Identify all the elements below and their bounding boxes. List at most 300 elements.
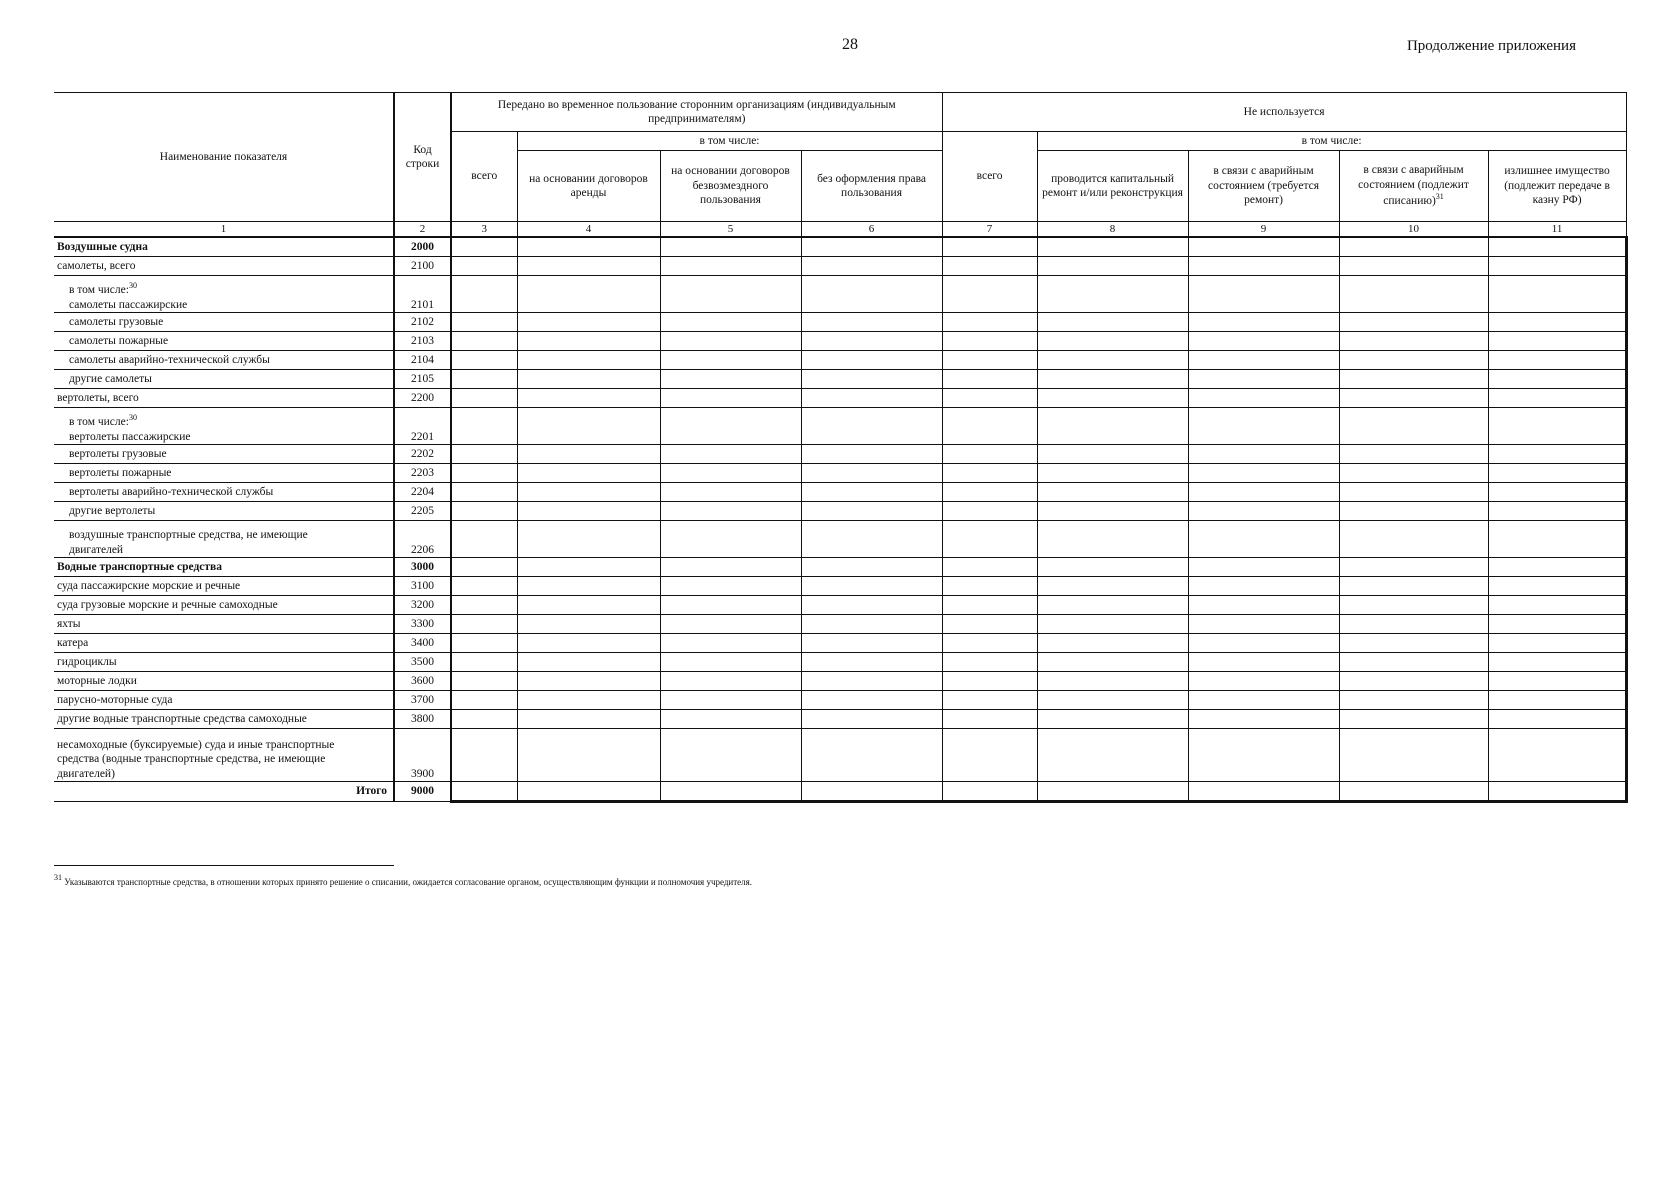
- data-cell[interactable]: [942, 710, 1037, 729]
- data-cell[interactable]: [517, 691, 660, 710]
- data-cell[interactable]: [517, 332, 660, 351]
- data-cell[interactable]: [801, 332, 942, 351]
- header-col4: на основании договоров аренды: [517, 151, 660, 222]
- data-cell[interactable]: [451, 521, 517, 558]
- data-cell[interactable]: [1188, 634, 1339, 653]
- data-cell[interactable]: [517, 710, 660, 729]
- data-cell[interactable]: [942, 558, 1037, 577]
- data-cell[interactable]: [1188, 351, 1339, 370]
- data-cell[interactable]: [451, 502, 517, 521]
- data-cell[interactable]: [660, 351, 801, 370]
- data-cell[interactable]: [801, 672, 942, 691]
- data-cell[interactable]: [660, 615, 801, 634]
- row-name: другие водные транспортные средства самоходные: [54, 710, 394, 729]
- table-row: [54, 257, 1626, 276]
- col-number: 11: [1488, 222, 1626, 238]
- data-cell[interactable]: [517, 445, 660, 464]
- data-cell[interactable]: [517, 502, 660, 521]
- data-cell[interactable]: [1037, 596, 1188, 615]
- data-cell[interactable]: [660, 577, 801, 596]
- data-cell[interactable]: [801, 615, 942, 634]
- data-cell[interactable]: [517, 313, 660, 332]
- data-cell[interactable]: [660, 502, 801, 521]
- header-col8: проводится капитальный ремонт и/или реконструкция: [1037, 151, 1188, 222]
- data-cell[interactable]: [801, 710, 942, 729]
- data-cell[interactable]: [517, 257, 660, 276]
- row-code: 2202: [394, 445, 451, 464]
- data-cell[interactable]: [1488, 672, 1626, 691]
- data-cell[interactable]: [1188, 464, 1339, 483]
- data-cell[interactable]: [942, 370, 1037, 389]
- data-cell[interactable]: [517, 672, 660, 691]
- data-cell[interactable]: [1488, 577, 1626, 596]
- data-cell[interactable]: [1037, 577, 1188, 596]
- table-row: [54, 351, 1626, 370]
- row-code: 2101: [394, 276, 451, 313]
- data-cell[interactable]: [801, 558, 942, 577]
- data-cell[interactable]: [660, 257, 801, 276]
- data-cell[interactable]: [660, 445, 801, 464]
- data-cell[interactable]: [942, 389, 1037, 408]
- table-row: [54, 672, 1626, 691]
- row-name: катера: [54, 634, 394, 653]
- row-name: самолеты пожарные: [54, 332, 394, 351]
- data-cell[interactable]: [451, 483, 517, 502]
- data-cell[interactable]: [517, 483, 660, 502]
- data-cell[interactable]: [1188, 257, 1339, 276]
- data-cell[interactable]: [660, 389, 801, 408]
- data-cell[interactable]: [1488, 445, 1626, 464]
- data-cell[interactable]: [801, 691, 942, 710]
- data-cell[interactable]: [1339, 445, 1488, 464]
- data-cell[interactable]: [1488, 276, 1626, 313]
- row-code: 3600: [394, 672, 451, 691]
- data-cell[interactable]: [1188, 313, 1339, 332]
- data-cell[interactable]: [942, 483, 1037, 502]
- data-cell[interactable]: [942, 782, 1037, 802]
- data-cell[interactable]: [1037, 691, 1188, 710]
- data-cell[interactable]: [1188, 710, 1339, 729]
- col-number: 8: [1037, 222, 1188, 238]
- row-name: [54, 276, 394, 313]
- data-cell[interactable]: [517, 577, 660, 596]
- data-cell[interactable]: [451, 464, 517, 483]
- data-cell[interactable]: [517, 782, 660, 802]
- data-cell[interactable]: [942, 596, 1037, 615]
- data-cell[interactable]: [517, 389, 660, 408]
- data-cell[interactable]: [451, 558, 517, 577]
- row-code: 3300: [394, 615, 451, 634]
- data-cell[interactable]: [517, 615, 660, 634]
- data-cell[interactable]: [451, 389, 517, 408]
- data-cell[interactable]: [1488, 710, 1626, 729]
- data-cell[interactable]: [942, 653, 1037, 672]
- data-cell[interactable]: [1188, 521, 1339, 558]
- header-name-col: Наименование показателя: [54, 93, 394, 222]
- data-cell[interactable]: [1488, 558, 1626, 577]
- data-cell[interactable]: [451, 408, 517, 445]
- col-number: 6: [801, 222, 942, 238]
- data-cell[interactable]: [1037, 653, 1188, 672]
- data-cell[interactable]: [1339, 634, 1488, 653]
- data-cell[interactable]: [1488, 370, 1626, 389]
- table-row: [54, 464, 1626, 483]
- including-sup: 30: [128, 281, 137, 291]
- col-number: 10: [1339, 222, 1488, 238]
- row-code: 2102: [394, 313, 451, 332]
- data-cell[interactable]: [660, 558, 801, 577]
- header-col10: [1339, 151, 1488, 222]
- data-cell[interactable]: [942, 276, 1037, 313]
- data-cell[interactable]: [660, 237, 801, 257]
- data-cell[interactable]: [942, 615, 1037, 634]
- data-cell[interactable]: [1488, 691, 1626, 710]
- data-cell[interactable]: [1037, 276, 1188, 313]
- data-cell[interactable]: [517, 521, 660, 558]
- data-cell[interactable]: [801, 596, 942, 615]
- data-cell[interactable]: [801, 521, 942, 558]
- data-cell[interactable]: [451, 729, 517, 782]
- row-name: [54, 729, 394, 782]
- data-cell[interactable]: [1488, 483, 1626, 502]
- data-cell[interactable]: [517, 634, 660, 653]
- data-cell[interactable]: [517, 596, 660, 615]
- row-code: 3400: [394, 634, 451, 653]
- data-cell[interactable]: [1339, 351, 1488, 370]
- header-transferred-including: в том числе:: [517, 132, 942, 151]
- data-cell[interactable]: [801, 389, 942, 408]
- data-cell[interactable]: [1339, 596, 1488, 615]
- footnote-divider: [54, 865, 394, 866]
- data-cell[interactable]: [1188, 615, 1339, 634]
- row-code: 2204: [394, 483, 451, 502]
- data-cell[interactable]: [1488, 782, 1626, 802]
- data-cell[interactable]: [1188, 558, 1339, 577]
- data-cell[interactable]: [1188, 672, 1339, 691]
- data-cell[interactable]: [517, 653, 660, 672]
- data-cell[interactable]: [1339, 729, 1488, 782]
- data-cell[interactable]: [1339, 237, 1488, 257]
- data-cell[interactable]: [1339, 464, 1488, 483]
- data-cell[interactable]: [1339, 782, 1488, 802]
- row-name: Итого: [54, 782, 394, 802]
- row-code: 2205: [394, 502, 451, 521]
- data-cell[interactable]: [942, 332, 1037, 351]
- col-number: 5: [660, 222, 801, 238]
- data-cell[interactable]: [1188, 276, 1339, 313]
- row-name: парусно-моторные суда: [54, 691, 394, 710]
- data-cell[interactable]: [451, 445, 517, 464]
- data-cell[interactable]: [801, 577, 942, 596]
- data-cell[interactable]: [660, 370, 801, 389]
- data-cell[interactable]: [451, 691, 517, 710]
- row-name: самолеты аварийно-технической службы: [54, 351, 394, 370]
- data-cell[interactable]: [1488, 521, 1626, 558]
- table-row: [54, 408, 1626, 445]
- data-cell[interactable]: [660, 464, 801, 483]
- data-cell[interactable]: [451, 596, 517, 615]
- data-cell[interactable]: [801, 653, 942, 672]
- data-cell[interactable]: [1188, 502, 1339, 521]
- header-transferred-total: всего: [451, 132, 517, 222]
- data-cell[interactable]: [942, 237, 1037, 257]
- data-cell[interactable]: [660, 276, 801, 313]
- row-code: 2103: [394, 332, 451, 351]
- data-cell[interactable]: [1037, 615, 1188, 634]
- data-cell[interactable]: [1488, 257, 1626, 276]
- data-cell[interactable]: [451, 351, 517, 370]
- table-row: [54, 596, 1626, 615]
- data-cell[interactable]: [451, 615, 517, 634]
- data-cell[interactable]: [451, 634, 517, 653]
- data-cell[interactable]: [801, 483, 942, 502]
- data-cell[interactable]: [1037, 502, 1188, 521]
- data-cell[interactable]: [1188, 653, 1339, 672]
- data-cell[interactable]: [801, 445, 942, 464]
- data-cell[interactable]: [942, 729, 1037, 782]
- data-cell[interactable]: [660, 634, 801, 653]
- data-cell[interactable]: [1488, 332, 1626, 351]
- data-cell[interactable]: [801, 729, 942, 782]
- data-cell[interactable]: [942, 408, 1037, 445]
- data-cell[interactable]: [451, 313, 517, 332]
- row-name: [54, 408, 394, 445]
- data-cell[interactable]: [1037, 521, 1188, 558]
- data-cell[interactable]: [1339, 710, 1488, 729]
- header-col11: излишнее имущество (подлежит передаче в казну РФ): [1488, 151, 1626, 222]
- data-cell[interactable]: [801, 313, 942, 332]
- data-cell[interactable]: [1339, 521, 1488, 558]
- data-cell[interactable]: [1339, 332, 1488, 351]
- data-cell[interactable]: [1037, 634, 1188, 653]
- data-cell[interactable]: [1488, 596, 1626, 615]
- data-cell[interactable]: [1037, 370, 1188, 389]
- data-cell[interactable]: [1488, 351, 1626, 370]
- data-cell[interactable]: [1488, 615, 1626, 634]
- data-cell[interactable]: [1037, 558, 1188, 577]
- data-cell[interactable]: [1188, 577, 1339, 596]
- data-cell[interactable]: [1037, 408, 1188, 445]
- data-cell[interactable]: [801, 257, 942, 276]
- row-name: другие самолеты: [54, 370, 394, 389]
- data-cell[interactable]: [1339, 408, 1488, 445]
- data-cell[interactable]: [660, 521, 801, 558]
- data-cell[interactable]: [517, 558, 660, 577]
- data-cell[interactable]: [1037, 257, 1188, 276]
- header-col6: без оформления права пользования: [801, 151, 942, 222]
- data-cell[interactable]: [1339, 577, 1488, 596]
- table-row: [54, 558, 1626, 577]
- data-cell[interactable]: [660, 782, 801, 802]
- table-row: [54, 710, 1626, 729]
- row-code: 2203: [394, 464, 451, 483]
- data-cell[interactable]: [451, 577, 517, 596]
- data-cell[interactable]: [1037, 389, 1188, 408]
- data-cell[interactable]: [517, 276, 660, 313]
- data-cell[interactable]: [1037, 332, 1188, 351]
- data-cell[interactable]: [517, 351, 660, 370]
- data-cell[interactable]: [1339, 653, 1488, 672]
- row-name-line: двигателей): [57, 767, 115, 780]
- data-cell[interactable]: [451, 332, 517, 351]
- data-cell[interactable]: [1188, 691, 1339, 710]
- data-cell[interactable]: [1339, 672, 1488, 691]
- data-cell[interactable]: [451, 653, 517, 672]
- data-cell[interactable]: [1037, 237, 1188, 257]
- data-cell[interactable]: [1037, 710, 1188, 729]
- row-code: 3500: [394, 653, 451, 672]
- col-number: 7: [942, 222, 1037, 238]
- table-row: [54, 332, 1626, 351]
- data-cell[interactable]: [1188, 408, 1339, 445]
- data-cell[interactable]: [1488, 408, 1626, 445]
- data-cell[interactable]: [660, 332, 801, 351]
- header-code-col: Код строки: [394, 93, 451, 222]
- data-cell[interactable]: [942, 634, 1037, 653]
- data-cell[interactable]: [517, 408, 660, 445]
- data-cell[interactable]: [451, 710, 517, 729]
- data-cell[interactable]: [1488, 464, 1626, 483]
- header-group-transferred: Передано во временное пользование сторонним организациям (индивидуальным предпринимателям): [451, 93, 942, 132]
- row-code: 3700: [394, 691, 451, 710]
- data-cell[interactable]: [517, 464, 660, 483]
- data-cell[interactable]: [451, 276, 517, 313]
- data-cell[interactable]: [1037, 672, 1188, 691]
- data-cell[interactable]: [1339, 615, 1488, 634]
- table-row: [54, 615, 1626, 634]
- data-cell[interactable]: [1188, 596, 1339, 615]
- data-cell[interactable]: [942, 257, 1037, 276]
- data-cell[interactable]: [942, 313, 1037, 332]
- data-cell[interactable]: [1188, 370, 1339, 389]
- page-caption: Продолжение приложения: [1406, 38, 1576, 54]
- report-table: [54, 92, 1628, 803]
- row-code: 3800: [394, 710, 451, 729]
- data-cell[interactable]: [801, 351, 942, 370]
- row-name-line: воздушные транспортные средства, не имеющие: [69, 529, 308, 542]
- row-name: яхты: [54, 615, 394, 634]
- data-cell[interactable]: [1037, 445, 1188, 464]
- row-name: суда пассажирские морские и речные: [54, 577, 394, 596]
- data-cell[interactable]: [451, 237, 517, 257]
- data-cell[interactable]: [942, 445, 1037, 464]
- data-cell[interactable]: [451, 370, 517, 389]
- data-cell[interactable]: [1188, 332, 1339, 351]
- data-cell[interactable]: [1188, 483, 1339, 502]
- data-cell[interactable]: [1188, 782, 1339, 802]
- row-name: вертолеты пожарные: [54, 464, 394, 483]
- data-cell[interactable]: [801, 464, 942, 483]
- data-cell[interactable]: [1488, 502, 1626, 521]
- data-cell[interactable]: [451, 257, 517, 276]
- data-cell[interactable]: [1488, 653, 1626, 672]
- data-cell[interactable]: [451, 672, 517, 691]
- data-cell[interactable]: [1488, 237, 1626, 257]
- col-number: 3: [451, 222, 517, 238]
- row-name-line: несамоходные (буксируемые) суда и иные транспортные: [57, 738, 335, 751]
- row-code: 2104: [394, 351, 451, 370]
- data-cell[interactable]: [1037, 483, 1188, 502]
- data-cell[interactable]: [1488, 634, 1626, 653]
- data-cell[interactable]: [942, 521, 1037, 558]
- data-cell[interactable]: [1488, 389, 1626, 408]
- data-cell[interactable]: [801, 237, 942, 257]
- including-text: в том числе:: [69, 284, 129, 297]
- data-cell[interactable]: [1037, 351, 1188, 370]
- data-cell[interactable]: [942, 351, 1037, 370]
- row-name: самолеты, всего: [54, 257, 394, 276]
- col-number: 4: [517, 222, 660, 238]
- row-code: 3200: [394, 596, 451, 615]
- data-cell[interactable]: [1339, 483, 1488, 502]
- data-cell[interactable]: [801, 276, 942, 313]
- data-cell[interactable]: [660, 313, 801, 332]
- table-row: [54, 691, 1626, 710]
- header-col10-sup: 31: [1435, 192, 1444, 202]
- data-cell[interactable]: [451, 782, 517, 802]
- data-cell[interactable]: [517, 237, 660, 257]
- data-cell[interactable]: [660, 672, 801, 691]
- data-cell[interactable]: [1339, 502, 1488, 521]
- col-number: 9: [1188, 222, 1339, 238]
- table-row: [54, 729, 1626, 782]
- data-cell[interactable]: [1339, 276, 1488, 313]
- data-cell[interactable]: [801, 408, 942, 445]
- data-cell[interactable]: [1339, 558, 1488, 577]
- data-cell[interactable]: [1488, 313, 1626, 332]
- data-cell[interactable]: [801, 502, 942, 521]
- data-cell[interactable]: [1488, 729, 1626, 782]
- data-cell[interactable]: [660, 729, 801, 782]
- data-cell[interactable]: [942, 464, 1037, 483]
- data-cell[interactable]: [1188, 237, 1339, 257]
- data-cell[interactable]: [517, 370, 660, 389]
- data-cell[interactable]: [942, 577, 1037, 596]
- row-code: 2100: [394, 257, 451, 276]
- data-cell[interactable]: [660, 483, 801, 502]
- page-number: 28: [842, 36, 858, 53]
- data-cell[interactable]: [1188, 729, 1339, 782]
- table-row: [54, 370, 1626, 389]
- data-cell[interactable]: [1339, 313, 1488, 332]
- data-cell[interactable]: [660, 691, 801, 710]
- row-code: 2201: [394, 408, 451, 445]
- data-cell[interactable]: [942, 672, 1037, 691]
- data-cell[interactable]: [1037, 313, 1188, 332]
- data-cell[interactable]: [1339, 389, 1488, 408]
- data-cell[interactable]: [801, 370, 942, 389]
- data-cell[interactable]: [1188, 389, 1339, 408]
- data-cell[interactable]: [660, 653, 801, 672]
- data-cell[interactable]: [942, 502, 1037, 521]
- data-cell[interactable]: [1339, 691, 1488, 710]
- data-cell[interactable]: [801, 782, 942, 802]
- data-cell[interactable]: [1037, 464, 1188, 483]
- data-cell[interactable]: [1339, 370, 1488, 389]
- data-cell[interactable]: [1339, 257, 1488, 276]
- row-name-text: вертолеты пассажирские: [69, 430, 191, 443]
- header-col10-text: в связи с аварийным состоянием (подлежит списанию): [1358, 164, 1469, 208]
- data-cell[interactable]: [942, 691, 1037, 710]
- data-cell[interactable]: [517, 729, 660, 782]
- data-cell[interactable]: [1037, 782, 1188, 802]
- data-cell[interactable]: [801, 634, 942, 653]
- data-cell[interactable]: [660, 408, 801, 445]
- data-cell[interactable]: [1188, 445, 1339, 464]
- data-cell[interactable]: [1037, 729, 1188, 782]
- data-cell[interactable]: [660, 596, 801, 615]
- data-cell[interactable]: [660, 710, 801, 729]
